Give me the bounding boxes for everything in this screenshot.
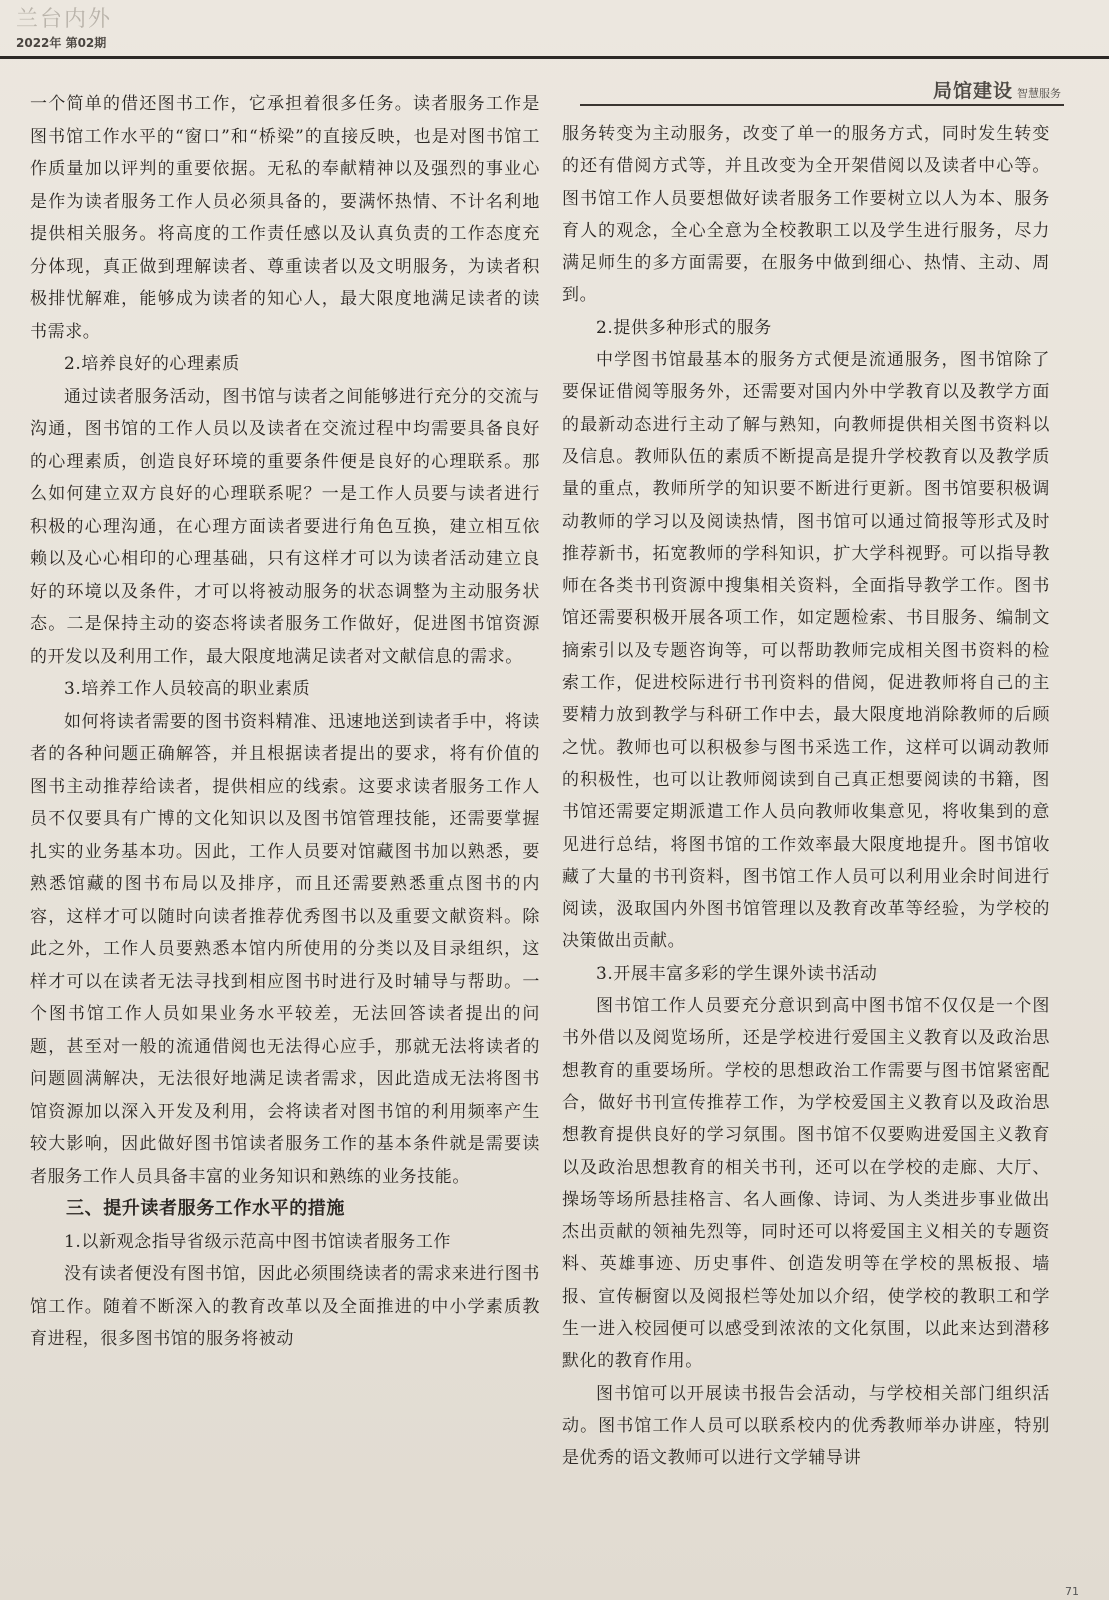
paragraph: 如何将读者需要的图书资料精准、迅速地送到读者手中，将读者的各种问题正确解答，并且根据读者提出的要求，将有价值的图书主动推荐给读者，提供相应的线索。这要求读者服务工作人员不仅要具有广博的文化知识以及图书馆管理技能，还需要掌握扎实的业务基本功。因此，工作人员要对馆藏图书加以熟悉，要熟悉馆藏的图书布局以及排序，而且还需要熟悉重点图书的内容，这样才可以随时向读者推荐优秀图书以及重要文献资料。除此之外，工作人员要熟悉本馆内所使用的分类以及目录组织，这样才可以在读者无法寻找到相应图书时进行及时辅导与帮助。一个图书馆工作人员如果业务水平较差，无法回答读者提出的问题，甚至对一般的流通借阅也无法得心应手，那就无法将读者的问题圆满解决，无法很好地满足读者需求，因此造成无法将图书馆资源加以深入开发及利用，会将读者对图书馆的利用频率产生较大影响，因此做好图书馆读者服务工作的基本条件就是需要读者服务工作人员具备丰富的业务知识和熟练的业务技能。 bbox=[30, 711, 540, 1187]
right-column bbox=[562, 118, 1050, 1474]
section-title: 局馆建设 bbox=[932, 80, 1013, 102]
section-rule bbox=[580, 104, 1064, 106]
paragraph: 图书馆可以开展读书报告会活动，与学校相关部门组织活动。图书馆工作人员可以联系校内的优秀教师举办讲座，特别是优秀的语文教师可以进行文学辅导讲 bbox=[562, 1383, 1050, 1469]
magazine-title: 兰台内外 bbox=[16, 7, 113, 32]
paragraph: 没有读者便没有图书馆，因此必须围绕读者的需求来进行图书馆工作。随着不断深入的教育改革以及全面推进的中小学素质教育进程，很多图书馆的服务将被动 bbox=[30, 1264, 540, 1349]
paragraph: 中学图书馆最基本的服务方式便是流通服务，图书馆除了要保证借阅等服务外，还需要对国内外中学教育以及教学方面的最新动态进行主动了解与熟知，向教师提供相关图书资料以及信息。教师队伍的素质不断提高是提升学校教育以及教学质量的重点，教师所学的知识要不断进行更新。图书馆要积极调动教师的学习以及阅读热情，图书馆可以通过简报等形式及时推荐新书，拓宽教师的学科知识，扩大学科视野。可以指导教师在各类书刊资源中搜集相关资料，全面指导教学工作。图书馆还需要积极开展各项工作，如定题检索、书目服务、编制文摘索引以及专题咨询等，可以帮助教师完成相关图书资料的检索工作，促进校际进行书刊资料的借阅，促进教师将自己的主要精力放到教学与科研工作中去，最大限度地消除教师的后顾之忧。教师也可以积极参与图书采选工作，这样可以调动教师的积极性，也可以让教师阅读到自己真正想要阅读的书籍，图书馆还需要定期派遣工作人员向教师收集意见，将收集到的意见进行总结，将图书馆的工作效率最大限度地提升。图书馆收藏了大量的书刊资料，图书馆工作人员可以利用业余时间进行阅读，汲取国内外图书馆管理以及教育改革等经验，为学校的决策做出贡献。 bbox=[562, 350, 1050, 952]
section-tag bbox=[933, 76, 1061, 103]
paragraph: 通过读者服务活动，图书馆与读者之间能够进行充分的交流与沟通，图书馆的工作人员以及读者在交流过程中均需要具备良好的心理素质，创造良好环境的重要条件便是良好的心理联系。那么如何建立双方良好的心理联系呢？一是工作人员要与读者进行积极的心理沟通，在心理方面读者要进行角色互换，建立相互依赖以及心心相印的心理基础，只有这样才可以为读者活动建立良好的环境以及条件，才可以将被动服务的状态调整为主动服务状态。二是保持主动的姿态将读者服务工作做好，促进图书馆资源的开发以及利用工作，最大限度地满足读者对文献信息的需求。 bbox=[30, 386, 540, 667]
section-heading: 三、提升读者服务工作水平的措施 bbox=[66, 1198, 345, 1219]
paragraph: 图书馆工作人员要充分意识到高中图书馆不仅仅是一个图书外借以及阅览场所，还是学校进行爱国主义教育以及政治思想教育的重要场所。学校的思想政治工作需要与图书馆紧密配合，做好书刊宣传推荐工作，为学校爱国主义教育以及政治思想教育提供良好的学习氛围。图书馆不仅要购进爱国主义教育以及政治思想教育的相关书刊，还可以在学校的走廊、大厅、操场等场所悬挂格言、名人画像、诗词、为人类进步事业做出杰出贡献的领袖先烈等，同时还可以将爱国主义相关的专题资料、英雄事迹、历史事件、创造发明等在学校的黑板报、墙报、宣传橱窗以及阅报栏等处加以介绍，使学校的教职工和学生一进入校园便可以感受到浓浓的文化氛围，以此来达到潜移默化的教育作用。 bbox=[562, 996, 1050, 1372]
section-subtitle: 智慧服务 bbox=[1017, 87, 1061, 100]
subheading: 2.培养良好的心理素质 bbox=[64, 354, 240, 374]
header-rule bbox=[0, 56, 1109, 59]
paragraph: 一个简单的借还图书工作，它承担着很多任务。读者服务工作是图书馆工作水平的“窗口”和“桥梁”的直接反映，也是对图书馆工作质量加以评判的重要依据。无私的奉献精神以及强烈的事业心是作为读者服务工作人员必须具备的，要满怀热情、不计名利地提供相关服务。将高度的工作责任感以及认真负责的工作态度充分体现，真正做到理解读者、尊重读者以及文明服务，为读者积极排忧解难，能够成为读者的知心人，最大限度地满足读者的读书需求。 bbox=[30, 94, 540, 342]
subheading: 3.培养工作人员较高的职业素质 bbox=[64, 679, 311, 699]
left-column bbox=[30, 88, 540, 1356]
issue-label: 2022年 第02期 bbox=[16, 36, 107, 50]
subheading: 1.以新观念指导省级示范高中图书馆读者服务工作 bbox=[64, 1231, 452, 1252]
subheading: 2.提供多种形式的服务 bbox=[596, 317, 772, 338]
page-number: 71 bbox=[1065, 1585, 1079, 1598]
subheading: 3.开展丰富多彩的学生课外读书活动 bbox=[596, 963, 878, 984]
paragraph: 服务转变为主动服务，改变了单一的服务方式，同时发生转变的还有借阅方式等，并且改变为全开架借阅以及读者中心等。图书馆工作人员要想做好读者服务工作要树立以人为本、服务育人的观念，全心全意为全校教职工以及学生进行服务，尽力满足师生的多方面需要，在服务中做到细心、热情、主动、周到。 bbox=[562, 124, 1050, 306]
